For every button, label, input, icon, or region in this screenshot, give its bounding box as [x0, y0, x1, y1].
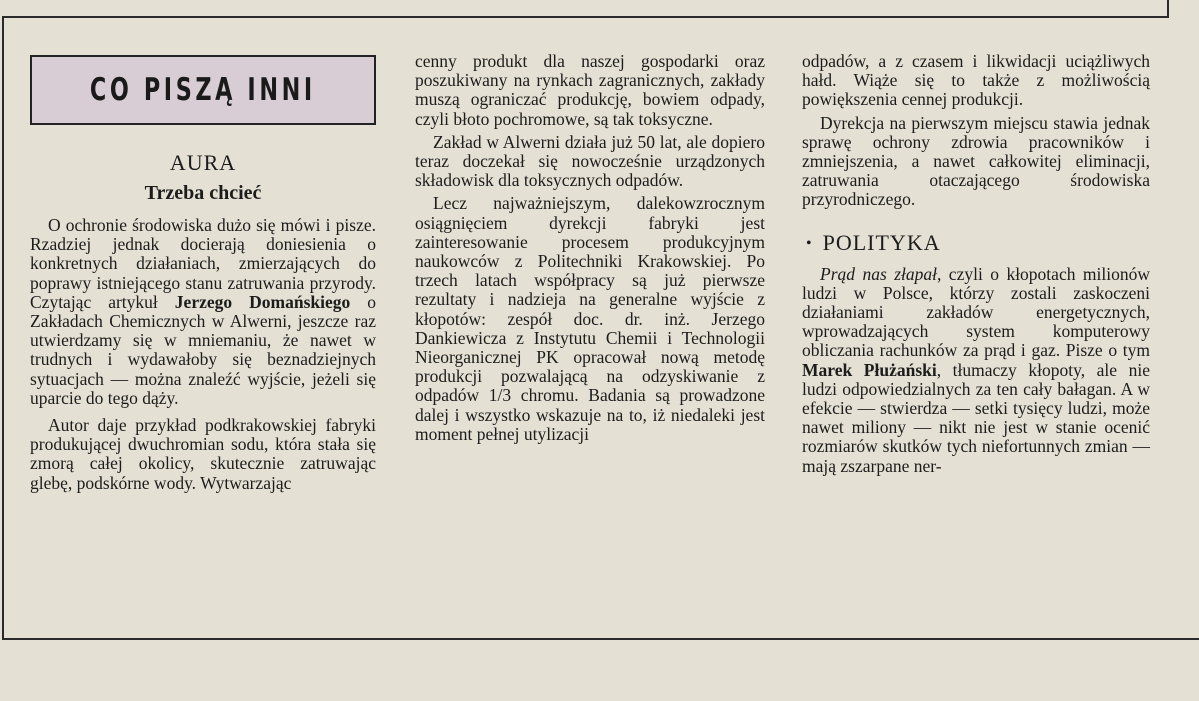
article-paragraph: cenny produkt dla naszej gospodarki oraz poszukiwany na rynkach zagranicznych, zakłady muszą ograniczać produkcję, bowiem odpady, czyli błoto pochromowe, są tak toksyczne.	[415, 51, 765, 129]
author-name: Jerzego Domańskiego	[174, 291, 351, 312]
text-column-1	[30, 150, 376, 501]
article-paragraph: Dyrekcja na pierwszym miejscu stawia jednak sprawę ochrony zdrowia pracowników i zmniejszenia, a nawet całkowitej eliminacji, zatruwania otaczającego środowiska przyrodniczego.	[802, 112, 1150, 210]
text-column-2	[415, 52, 765, 448]
article-paragraph	[802, 265, 1150, 476]
section-heading-polityka	[806, 230, 1150, 257]
article-paragraph: Lecz najważniejszym, dalekowzrocznym osiągnięciem dyrekcji fabryki jest zainteresowanie procesem produkcyjnym naukowców z Politechniki Krakowskiej. Po trzech latach współpracy są już pierwsze rezultaty i nadzieja na generalne wyjście z kłopotów: zespół doc. dr. inż. Jerzego Dankiewicza z Instytutu Chemii i Technologii Nieorganicznej PK opracował nową metodę produkcji pozwalającą na odzyskiwanie z odpadów 1/3 chromu. Badania są prowadzone dalej i wszystko wskazuje na to, iż niedaleki jest moment pełnej utylizacji	[415, 193, 765, 444]
column-header-box	[30, 55, 376, 125]
right-frame-rule	[1167, 0, 1169, 18]
cited-title: Prąd nas złapał	[820, 263, 937, 284]
article-paragraph: Zakład w Alwerni działa już 50 lat, ale dopiero teraz doczekał się nowocześnie urządzonych składowisk dla toksycznych odpadów.	[415, 131, 765, 191]
bullet-icon: •	[806, 234, 813, 252]
article-headline: Trzeba chcieć	[144, 182, 262, 204]
article-paragraph	[30, 216, 376, 408]
column-header-title: CO PISZĄ INNI	[90, 72, 316, 108]
article-paragraph: Autor daje przykład podkrakowskiej fabryki produkującej dwuchromian sodu, która stała się zmorą całej okolicy, skutecznie zatruwając glebę, podskórne wody. Wytwarzając	[30, 415, 376, 493]
left-frame-rule	[2, 16, 4, 638]
paragraph-text: , tłumaczy kłopoty, ale nie ludzi odpowiedzialnych za ten cały bałagan. A w efekcie — stwierdza — setki tysięcy ludzi, może nawet miliony — nikt nie jest w stanie ocenić rozmiarów skutków tych niefortunnych zmian — mają zszarpane ner-	[802, 359, 1150, 476]
author-name: Marek Płużański	[802, 359, 937, 380]
article-paragraph: odpadów, a z czasem i likwidacji uciążliwych hałd. Wiąże się to także z możliwością powiększenia cennej produkcji.	[802, 51, 1150, 110]
section-heading-aura: AURA	[169, 150, 237, 175]
paragraph-text: o Zakładach Chemicznych w Alwerni, jeszcze raz utwierdzamy się w mniemaniu, że nawet w trudnych i wydawałoby się beznadziejnych sytuacjach — można znaleźć wyjście, jeżeli się uparcie do tego dąży.	[30, 291, 376, 408]
top-frame-rule	[2, 16, 1169, 18]
paragraph-text: O ochronie środowiska dużo się mówi i pisze. Rzadziej jednak docierają doniesienia o konkretnych działaniach, zmierzających do poprawy istniejącego stanu zatruwania przyrody. Czytając artykuł	[30, 215, 376, 312]
text-column-3	[802, 52, 1150, 480]
paragraph-text: , czyli o kłopotach milionów ludzi w Polsce, którzy zostali zaskoczeni działaniami zakładów energetycznych, wprowadzających system komputerowy obliczania rachunków za prąd i gaz. Pisze o tym	[802, 263, 1150, 361]
bottom-frame-rule	[2, 638, 1199, 640]
section-heading-label: POLITYKA	[822, 229, 941, 255]
